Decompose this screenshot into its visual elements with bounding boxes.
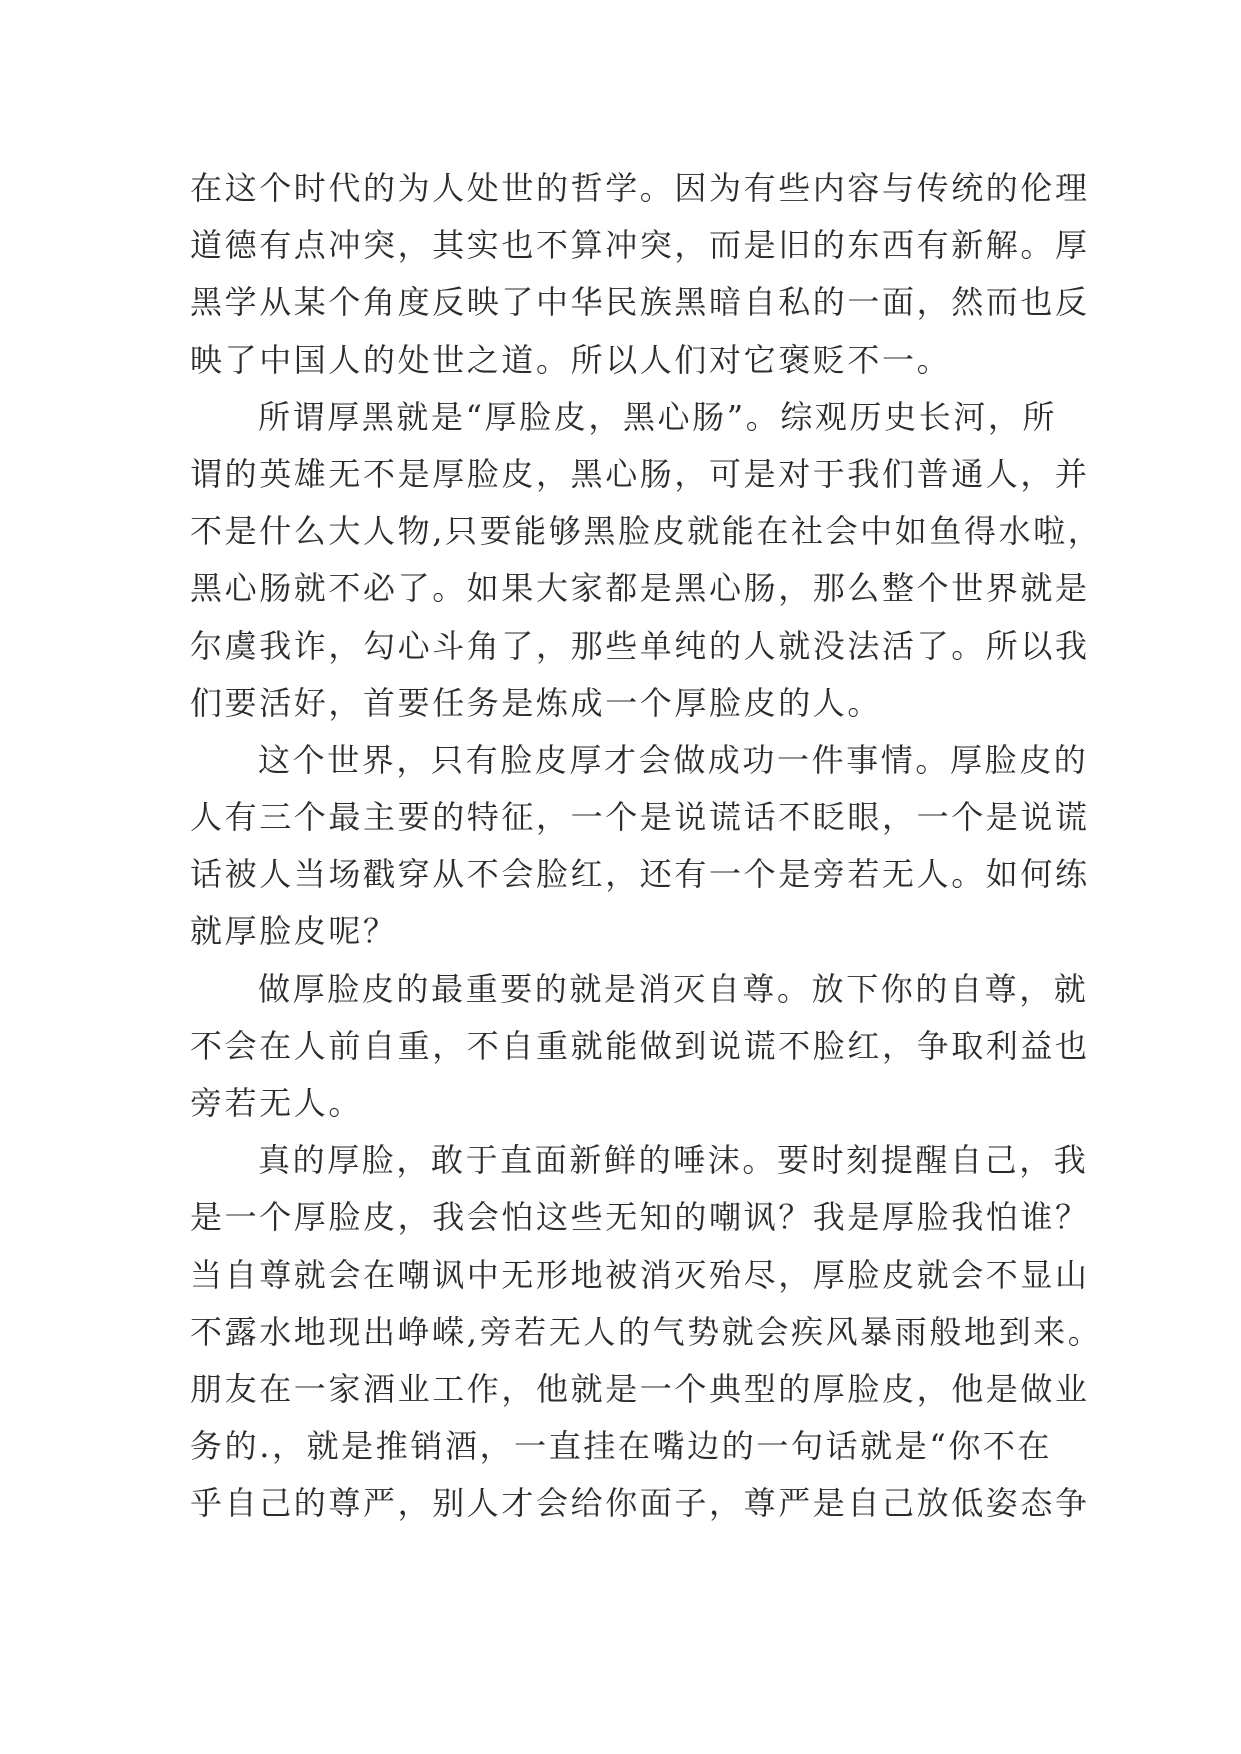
text-line: 在这个时代的为人处世的哲学。因为有些内容与传统的伦理: [190, 169, 1090, 207]
paragraph-first-line: 真的厚脸，敢于直面新鲜的唾沫。要时刻提醒自己，我: [258, 1141, 1089, 1180]
text-line: 就厚脸皮呢？: [190, 912, 398, 951]
paragraph-first-line: 这个世界，只有脸皮厚才会做成功一件事情。厚脸皮的: [258, 740, 1089, 779]
text-line: 黑心肠就不必了。如果大家都是黑心肠，那么整个世界就是: [190, 569, 1090, 608]
text-line: 当自尊就会在嘲讽中无形地被消灭殆尽，厚脸皮就会不显山: [190, 1255, 1090, 1294]
document-body: [190, 160, 1103, 1533]
text-line: 话被人当场戳穿从不会脸红，还有一个是旁若无人。如何练: [190, 855, 1090, 894]
text-line: 尔虞我诈，勾心斗角了，那些单纯的人就没法活了。所以我: [190, 626, 1090, 665]
text-line: 谓的英雄无不是厚脸皮，黑心肠，可是对于我们普通人，并: [190, 454, 1090, 493]
text-line: 黑学从某个角度反映了中华民族黑暗自私的一面，然而也反: [190, 283, 1090, 322]
text-line: 旁若无人。: [190, 1084, 364, 1122]
text-line: 们要活好，首要任务是炼成一个厚脸皮的人。: [190, 683, 883, 722]
text-line: 务的.，就是推销酒，一直挂在嘴边的一句话就是“你不在: [190, 1427, 1053, 1466]
paragraph-first-line: 做厚脸皮的最重要的就是消灭自尊。放下你的自尊，就: [258, 969, 1089, 1008]
text-line: 是一个厚脸皮，我会怕这些无知的嘲讽？我是厚脸我怕谁？: [190, 1198, 1090, 1237]
text-line: 不露水地现出峥嵘,旁若无人的气势就会疾风暴雨般地到来。: [190, 1312, 1103, 1351]
text-line: 不是什么大人物,只要能够黑脸皮就能在社会中如鱼得水啦，: [190, 512, 1103, 551]
text-line: 不会在人前自重，不自重就能做到说谎不脸红，争取利益也: [190, 1026, 1090, 1065]
text-line: 道德有点冲突，其实也不算冲突，而是旧的东西有新解。厚: [190, 226, 1090, 265]
text-line: 乎自己的尊严，别人才会给你面子，尊严是自己放低姿态争: [190, 1484, 1090, 1523]
text-line: 人有三个最主要的特征，一个是说谎话不眨眼，一个是说谎: [190, 798, 1090, 837]
text-line: 朋友在一家酒业工作，他就是一个典型的厚脸皮，他是做业: [190, 1369, 1090, 1408]
paragraph-first-line: 所谓厚黑就是“厚脸皮，黑心肠”。综观历史长河，所: [258, 397, 1058, 436]
text-line: 映了中国人的处世之道。所以人们对它褒贬不一。: [190, 340, 952, 379]
